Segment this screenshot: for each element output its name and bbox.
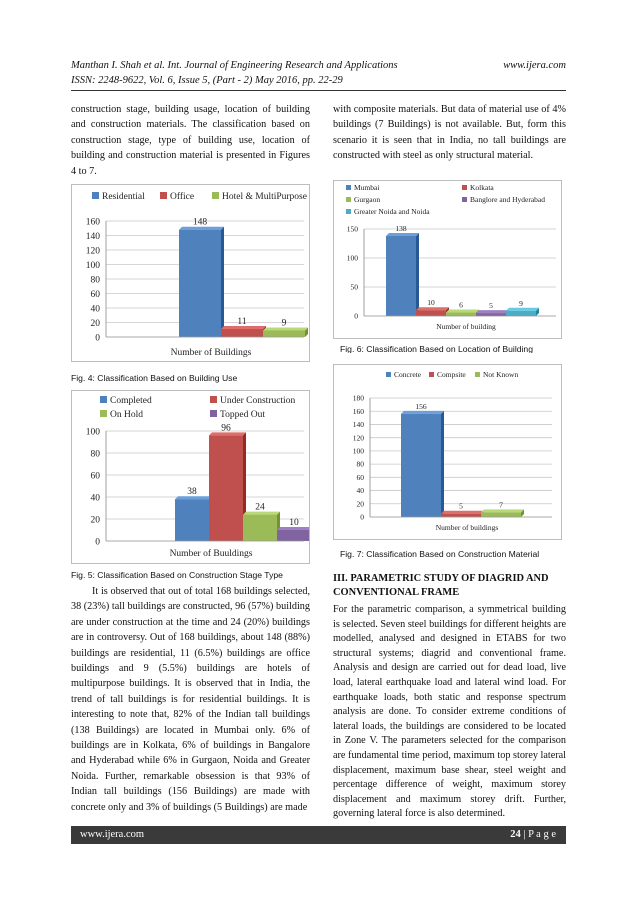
- left-paragraph-bottom-text: It is observed that out of total 168 buildings selected, 38 (23%) tall buildings are constructed, 96 (57%) building are under construction at the time and 24 (20%) buildings are in controversy. Out of 168 buildings, about 148 (88%) buildings are residential, 11 (6.5%) buildings are office buildings and 9 (5.5%) buildings are hotels of multipurpose buildings. It is observed that in India, the trend of tall buildings is for residential buildings. It is interesting to note that, 82% of the Indian tall buildings (138 Buildings) are located in Mumbai only. 6% of buildings are in Kolkata, 6% of buildings in Bangalore and Hyderabad while 6% in Gurgaon, Noida and Greater Noida. Further, remarkable obsession is that 93% of Indian tall buildings (156 Buildings) are made with concrete only and 3% of buildings (5 Buildings) are made: [71, 586, 310, 813]
- left-paragraph-top-text: construction stage, building usage, location of building and construction materials. The classification based on construction stage, type of building use, location of building and construction material is presented in Figures 4 to 7.: [71, 104, 310, 177]
- y-tick-label: 60: [356, 472, 364, 482]
- legend-label: Banglore and Hyderabad: [470, 195, 545, 204]
- data-label: 138: [395, 223, 407, 233]
- y-tick-label: 100: [85, 427, 100, 438]
- data-label: 6: [459, 300, 463, 310]
- journal-header: [71, 60, 566, 71]
- y-tick-label: 160: [352, 406, 364, 416]
- journal-line: Manthan I. Shah et al. Int. Journal of Engineering Research and Applications: [71, 60, 398, 71]
- bar-top: [481, 509, 524, 512]
- bar: [221, 329, 263, 337]
- legend-label: Not Known: [483, 370, 519, 379]
- legend-label: Under Construction: [220, 396, 296, 406]
- right-paragraph-top-text: with composite materials. But data of material use of 4% buildings (7 Buildings) is not available. But, form this scenario it is seen that in India, no tall buildings are constructed with steel as only structural material.: [333, 104, 566, 162]
- legend-swatch: [346, 209, 351, 214]
- footer-url[interactable]: www.ijera.com: [80, 829, 145, 840]
- legend-label: Topped Out: [220, 410, 265, 420]
- y-tick-label: 140: [85, 231, 100, 242]
- bar-side: [441, 411, 444, 517]
- data-label: 9: [519, 298, 523, 308]
- y-tick-label: 80: [90, 275, 100, 286]
- legend-label: Greater Noida and Noida: [354, 207, 430, 216]
- y-tick-label: 20: [90, 515, 100, 526]
- section-title: III. PARAMETRIC STUDY OF DIAGRID AND CONVENTIONAL FRAME: [333, 573, 549, 598]
- issn-line: ISSN: 2248-9622, Vol. 6, Issue 5, (Part - 2) May 2016, pp. 22-29: [71, 75, 343, 86]
- bar: [401, 414, 441, 517]
- left-paragraph-top: [71, 102, 310, 179]
- bar: [179, 230, 221, 337]
- bar: [446, 313, 476, 316]
- y-tick-label: 80: [356, 459, 364, 469]
- legend-swatch: [100, 396, 107, 403]
- data-label: 10: [289, 518, 299, 528]
- x-axis-label: Number of Buuldings: [169, 549, 253, 559]
- bar: [386, 236, 416, 316]
- legend-label: Residential: [102, 192, 145, 202]
- data-label: 96: [221, 423, 231, 434]
- data-label: 5: [459, 501, 463, 511]
- legend-swatch: [210, 410, 217, 417]
- journal-url[interactable]: www.ijera.com: [503, 60, 566, 71]
- legend-label: Mumbai: [354, 183, 380, 192]
- y-tick-label: 120: [85, 246, 100, 257]
- y-tick-label: 60: [90, 289, 100, 300]
- bar: [243, 515, 277, 541]
- bar-top: [476, 310, 509, 313]
- y-tick-label: 160: [85, 217, 100, 228]
- fig6-caption: Fig. 6: Classification Based on Location of Building: [340, 344, 533, 353]
- footer-page-number: 24: [510, 829, 521, 840]
- fig4-chart: [71, 184, 310, 362]
- data-label: 24: [255, 502, 265, 513]
- legend-swatch: [386, 372, 391, 377]
- y-tick-label: 100: [346, 253, 358, 263]
- bar-top: [401, 411, 444, 414]
- data-label: 11: [237, 317, 247, 328]
- bar-top: [416, 307, 449, 310]
- y-tick-label: 0: [354, 311, 358, 321]
- left-paragraph-bottom: [71, 584, 310, 815]
- legend-label: Concrete: [394, 370, 422, 379]
- bar-top: [441, 511, 484, 514]
- y-tick-label: 50: [350, 282, 358, 292]
- fig7-chart-svg: [334, 365, 562, 540]
- y-tick-label: 100: [352, 446, 364, 456]
- section-body-text: For the parametric comparison, a symmetrical building is selected. Seven steel buildings for different heights are modelled, analysed and designed in ETABS for two structural systems; diagrid and conventional frame. Analysis and design are carried out for dead load, live load, lateral earthquake load and lateral wind load. For earthquake loads, both static and response spectrum analysis are done. To consider extreme conditions of lateral loads, the buildings are considered to be located in Zone V. The parameters selected for the comparison are fundamental time period, maximum top storey lateral displacement, maximum base shear, steel weight and percentage difference of weight, maximum storey displacement and maximum storey drift. Further, governing lateral force is also determined.: [333, 604, 566, 820]
- y-tick-label: 0: [95, 333, 100, 344]
- y-tick-label: 150: [346, 224, 358, 234]
- fig5-chart: [71, 390, 310, 564]
- data-label: 10: [427, 298, 435, 308]
- legend-swatch: [212, 192, 219, 199]
- y-tick-label: 20: [90, 318, 100, 329]
- legend-label: On Hold: [110, 410, 143, 420]
- data-label: 148: [192, 217, 208, 228]
- legend-label: Gurgaon: [354, 195, 381, 204]
- legend-swatch: [92, 192, 99, 199]
- footer-page: [510, 829, 556, 840]
- legend-swatch: [210, 396, 217, 403]
- legend-label: Compsite: [437, 370, 466, 379]
- header-divider: [71, 90, 566, 91]
- y-tick-label: 40: [90, 304, 100, 315]
- y-tick-label: 20: [356, 499, 364, 509]
- legend-label: Kolkata: [470, 183, 494, 192]
- footer-page-label: | P a g e: [523, 829, 556, 840]
- legend-swatch: [346, 185, 351, 190]
- data-label: 9: [281, 318, 287, 329]
- legend-swatch: [100, 410, 107, 417]
- fig5-caption: Fig. 5: Classification Based on Construction Stage Type: [71, 570, 283, 580]
- bar-top: [446, 310, 479, 313]
- x-axis-label: Number of Buildings: [170, 348, 252, 358]
- bar: [209, 435, 243, 541]
- y-tick-label: 40: [356, 486, 364, 496]
- legend-label: Completed: [110, 396, 152, 406]
- fig7-chart: [333, 364, 562, 540]
- bar-side: [221, 227, 224, 337]
- data-label: 38: [187, 487, 197, 498]
- legend-swatch: [475, 372, 480, 377]
- y-tick-label: 120: [352, 433, 364, 443]
- bar: [476, 313, 506, 316]
- legend-swatch: [160, 192, 167, 199]
- y-tick-label: 100: [85, 260, 100, 271]
- fig7-caption: Fig. 7: Classification Based on Construction Material: [340, 549, 540, 559]
- fig4-chart-svg: [72, 185, 310, 362]
- fig5-chart-svg: [72, 391, 310, 564]
- data-label: 5: [489, 301, 493, 311]
- bar: [481, 512, 521, 517]
- bar: [175, 499, 209, 541]
- bar: [277, 530, 310, 541]
- bar: [263, 330, 305, 337]
- legend-swatch: [462, 197, 467, 202]
- y-tick-label: 140: [352, 420, 364, 430]
- bar-side: [416, 233, 419, 316]
- legend-swatch: [462, 185, 467, 190]
- legend-swatch: [346, 197, 351, 202]
- bar: [506, 311, 536, 316]
- data-label: 156: [415, 401, 427, 411]
- data-label: 7: [499, 500, 503, 510]
- y-tick-label: 40: [90, 493, 100, 504]
- fig6-chart: [333, 180, 562, 339]
- bar: [441, 514, 481, 517]
- legend-label: Office: [170, 192, 195, 202]
- legend-label: Hotel & MultiPurpose: [222, 192, 307, 202]
- y-tick-label: 0: [95, 537, 100, 548]
- section-body: [333, 603, 566, 822]
- y-tick-label: 60: [90, 471, 100, 482]
- bar: [416, 310, 446, 316]
- x-axis-label: Number of building: [436, 322, 496, 331]
- y-tick-label: 0: [360, 512, 364, 522]
- x-axis-label: Number of buildings: [435, 523, 499, 532]
- legend-swatch: [429, 372, 434, 377]
- y-tick-label: 180: [352, 393, 364, 403]
- y-tick-label: 80: [90, 449, 100, 460]
- bar-top: [386, 233, 419, 236]
- fig4-caption: Fig. 4: Classification Based on Building Use: [71, 373, 238, 383]
- footer-bar: [71, 826, 566, 844]
- right-paragraph-top: [333, 102, 566, 164]
- bar-top: [506, 308, 539, 311]
- fig6-chart-svg: [334, 181, 562, 339]
